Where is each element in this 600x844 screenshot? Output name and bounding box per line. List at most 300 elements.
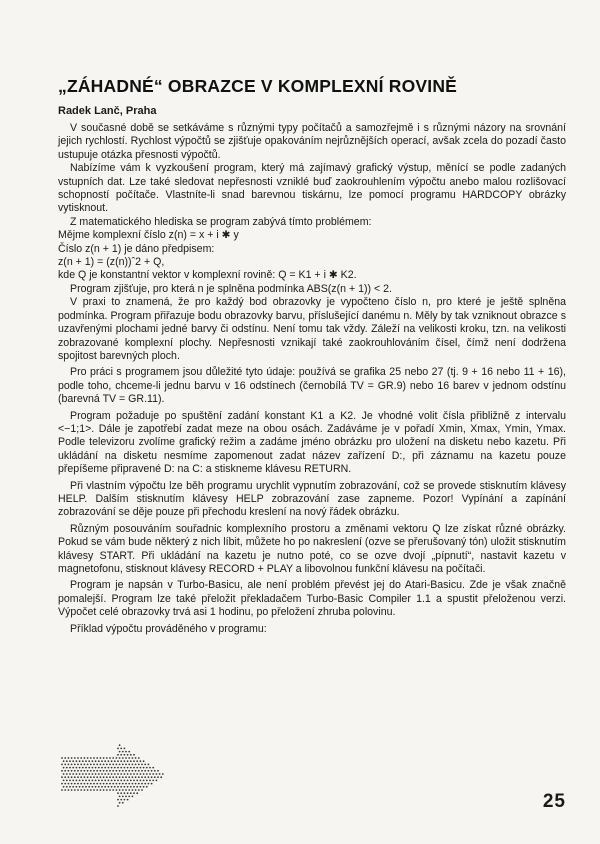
arrow-dot — [106, 764, 108, 766]
arrow-dot — [95, 767, 97, 769]
arrow-dot — [71, 789, 73, 791]
arrow-dot — [117, 748, 119, 750]
article-title: „ZÁHADNÉ“ OBRAZCE V KOMPLEXNÍ ROVINĚ — [58, 76, 458, 96]
arrow-dot — [132, 783, 134, 785]
arrow-dot — [109, 783, 111, 785]
arrow-dot — [79, 767, 81, 769]
arrow-dot — [64, 770, 66, 772]
arrow-dot — [61, 783, 63, 785]
arrow-dot — [90, 789, 92, 791]
arrow-dot — [132, 757, 134, 759]
arrow-dot — [111, 773, 113, 775]
arrow-dot — [98, 786, 100, 788]
arrow-dot — [124, 767, 126, 769]
arrow-dot — [96, 783, 98, 785]
arrow-dot — [146, 786, 148, 788]
arrow-dot — [127, 767, 129, 769]
arrow-dot — [136, 786, 138, 788]
arrow-dot — [103, 770, 105, 772]
arrow-dot — [84, 770, 86, 772]
arrow-dot — [96, 776, 98, 778]
arrow-dot — [98, 767, 100, 769]
arrow-dot — [127, 780, 129, 782]
arrow-dot — [108, 767, 110, 769]
arrow-dot — [149, 780, 151, 782]
arrow-dot — [96, 770, 98, 772]
arrow-dot — [138, 764, 140, 766]
arrow-dot — [93, 776, 95, 778]
arrow-dot — [117, 754, 119, 756]
arrow-dot — [136, 767, 138, 769]
arrow-dot — [117, 780, 119, 782]
arrow-dot — [100, 783, 102, 785]
arrow-dot — [84, 783, 86, 785]
arrow-dot — [109, 757, 111, 759]
arrow-dot — [101, 780, 103, 782]
arrow-dot — [128, 796, 130, 798]
arrow-dot — [135, 789, 137, 791]
arrow-dot — [85, 780, 87, 782]
arrow-dot — [116, 776, 118, 778]
arrow-dot — [77, 783, 79, 785]
arrow-dot — [82, 767, 84, 769]
arrow-dot — [146, 780, 148, 782]
arrow-dot — [93, 757, 95, 759]
arrow-dot — [122, 764, 124, 766]
arrow-dot — [120, 760, 122, 762]
formula-line-2: Číslo z(n + 1) je dáno předpisem: — [58, 242, 215, 255]
arrow-dot — [136, 760, 138, 762]
arrow-dot — [100, 770, 102, 772]
arrow-dot — [116, 783, 118, 785]
arrow-dot — [80, 770, 82, 772]
arrow-dot — [68, 789, 70, 791]
arrow-dot — [154, 776, 156, 778]
arrow-dot — [130, 786, 132, 788]
arrow-dot — [77, 757, 79, 759]
arrow-dot — [63, 780, 65, 782]
arrow-dot — [122, 770, 124, 772]
arrow-dot — [69, 780, 71, 782]
arrow-dot — [125, 776, 127, 778]
arrow-dot — [82, 780, 84, 782]
arrow-dot — [124, 754, 126, 756]
arrow-dot — [125, 789, 127, 791]
arrow-dot — [138, 757, 140, 759]
arrow-dot — [98, 760, 100, 762]
arrow-dot — [109, 776, 111, 778]
arrow-dot — [125, 796, 127, 798]
arrow-dot — [96, 757, 98, 759]
arrow-dot — [133, 780, 135, 782]
arrow-dot — [132, 776, 134, 778]
arrow-dot — [117, 760, 119, 762]
formula-line-1: Mějme komplexní číslo z(n) = x + i ✱ y — [58, 229, 239, 242]
arrow-dot — [61, 770, 63, 772]
arrow-dot — [144, 783, 146, 785]
arrow-dot — [120, 748, 122, 750]
arrow-dot — [76, 773, 78, 775]
arrow-dot — [128, 757, 130, 759]
paragraph-example: Příklad výpočtu prováděného v programu: — [70, 622, 267, 635]
arrow-dot — [138, 783, 140, 785]
arrow-dot — [125, 783, 127, 785]
paragraph-condition: Program zjišťuje, pro která n je splněna podmínka ABS(z(n + 1)) < 2. — [70, 282, 392, 295]
arrow-dot — [71, 764, 73, 766]
arrow-dot — [109, 770, 111, 772]
arrow-dot — [119, 744, 121, 746]
arrow-dot — [120, 780, 122, 782]
arrow-dot — [143, 780, 145, 782]
arrow-dot — [88, 786, 90, 788]
arrow-dot — [124, 799, 126, 801]
arrow-dot — [90, 770, 92, 772]
arrow-dot — [66, 780, 68, 782]
arrow-dot — [66, 767, 68, 769]
arrow-dot — [87, 764, 89, 766]
arrow-dot — [146, 773, 148, 775]
arrow-dot — [106, 770, 108, 772]
arrow-dot — [111, 786, 113, 788]
arrow-dot — [63, 773, 65, 775]
arrow-dot — [114, 786, 116, 788]
arrow-dot — [92, 773, 94, 775]
arrow-dot — [66, 786, 68, 788]
paragraph-input: Program požaduje po spuštění zadání konstant K1 a K2. Je vhodné volit čísla přibližně z intervalu <−1;1>. Dále je zapotřebí zadat meze na obou osách. Zadáváme je v pořadí Xmin, Xmax, Ymin, Ymax. Podle televizoru zvolíme grafický režim a zadáme jméno obrázku pro uložení na disketu nebo kazetu. Při ukládání na disketu nesmíme zapomenout zadat název zařízení D:, při záznamu na kazetu pouze přepíšeme připravené D: na C: a stiskneme klávesu RETURN. — [58, 409, 566, 476]
arrow-dot — [92, 760, 94, 762]
arrow-dot — [72, 773, 74, 775]
arrow-dot — [98, 773, 100, 775]
arrow-dot — [157, 776, 159, 778]
arrow-dot — [109, 789, 111, 791]
arrow-dot — [100, 789, 102, 791]
article — [58, 76, 566, 636]
arrow-dot — [143, 786, 145, 788]
arrow-dot — [141, 776, 143, 778]
arrow-dot — [148, 770, 150, 772]
arrow-dot — [71, 770, 73, 772]
arrow-dot — [80, 783, 82, 785]
arrow-dot — [120, 773, 122, 775]
arrow-dot — [141, 770, 143, 772]
arrow-dot — [106, 783, 108, 785]
arrow-dot — [95, 780, 97, 782]
arrow-dot — [157, 770, 159, 772]
arrow-dot — [151, 770, 153, 772]
arrow-dot — [101, 760, 103, 762]
arrow-dot — [100, 776, 102, 778]
arrow-dot — [119, 757, 121, 759]
arrow-dot — [104, 786, 106, 788]
arrow-dot — [119, 802, 121, 804]
arrow-dot — [76, 780, 78, 782]
arrow-dot — [119, 789, 121, 791]
arrow-dot — [152, 780, 154, 782]
arrow-dot — [112, 764, 114, 766]
arrow-dot — [74, 770, 76, 772]
arrow-dot — [128, 776, 130, 778]
arrow-dot — [117, 767, 119, 769]
arrow-dot — [80, 764, 82, 766]
arrow-dot — [122, 783, 124, 785]
arrow-dot — [77, 776, 79, 778]
arrow-dot — [111, 760, 113, 762]
arrow-dot — [104, 780, 106, 782]
arrow-dot — [122, 789, 124, 791]
arrow-dot — [124, 760, 126, 762]
arrow-dot — [119, 783, 121, 785]
arrow-dot — [87, 757, 89, 759]
arrow-dot — [124, 786, 126, 788]
arrow-dot — [117, 799, 119, 801]
arrow-dot — [63, 786, 65, 788]
arrow-dot — [64, 757, 66, 759]
arrow-dot — [68, 757, 70, 759]
arrow-dot — [112, 757, 114, 759]
arrow-dot — [100, 764, 102, 766]
arrow-dot — [151, 783, 153, 785]
arrow-dot — [84, 757, 86, 759]
arrow-dot — [120, 792, 122, 794]
arrow-dot — [124, 748, 126, 750]
arrow-dot — [79, 780, 81, 782]
arrow-dot — [128, 789, 130, 791]
arrow-dot — [64, 789, 66, 791]
arrow-dot — [120, 799, 122, 801]
arrow-dot — [130, 767, 132, 769]
arrow-dot — [69, 786, 71, 788]
paragraph-program: Nabízíme vám k vyzkoušení program, který má zajímavý grafický výstup, měnící se podle zadaných vstupních dat. Lze také sledovat nepřesnosti vzniklé buď zaokrouhlením výpočtu anebo malou rozlišovací schopností počítače. Vlastníte-li snad barevnou tiskárnu, lze pomocí programu HARDCOPY obrázky vytisknout. — [58, 162, 566, 215]
arrow-dot — [117, 786, 119, 788]
arrow-dot — [116, 789, 118, 791]
arrow-dot — [84, 764, 86, 766]
arrow-dot — [93, 764, 95, 766]
arrow-dot — [69, 767, 71, 769]
arrow-dot — [80, 757, 82, 759]
arrow-dot — [138, 776, 140, 778]
arrow-dot — [85, 773, 87, 775]
arrow-dot — [74, 789, 76, 791]
arrow-dot — [74, 783, 76, 785]
arrow-dot — [68, 764, 70, 766]
arrow-dot — [125, 764, 127, 766]
arrow-dot — [96, 764, 98, 766]
arrow-dot — [90, 764, 92, 766]
arrow-dot — [122, 796, 124, 798]
arrow-dot — [71, 783, 73, 785]
arrow-dot — [111, 780, 113, 782]
arrow-dot — [128, 783, 130, 785]
arrow-dot — [108, 786, 110, 788]
arrow-dot — [101, 767, 103, 769]
arrow-dot — [127, 754, 129, 756]
arrow-dot — [120, 786, 122, 788]
arrow-dot — [154, 770, 156, 772]
article-body — [58, 122, 566, 636]
paragraph-graphics: Pro práci s programem jsou důležité tyto údaje: používá se grafika 25 nebo 27 (tj. 9 + 16 nebo 11 + 16), podle toho, chceme-li jednu barvu v 16 odstínech (černobílá TV = GR.9) nebo 16 barev v jednom odstínu (barevná TV = GR.11). — [58, 366, 566, 406]
arrow-dot — [119, 764, 121, 766]
arrow-dot — [116, 757, 118, 759]
arrow-dot — [106, 789, 108, 791]
arrow-dot — [84, 789, 86, 791]
article-author: Radek Lanč, Praha — [58, 105, 157, 117]
arrow-dot — [72, 767, 74, 769]
arrow-dot — [77, 770, 79, 772]
arrow-dot — [140, 780, 142, 782]
arrow-dot — [138, 770, 140, 772]
arrow-dot — [85, 767, 87, 769]
arrow-dot — [117, 773, 119, 775]
arrow-dot — [66, 773, 68, 775]
arrow-dot — [104, 760, 106, 762]
arrow-dot — [108, 773, 110, 775]
arrow-dot — [112, 789, 114, 791]
formula-line-4: kde Q je konstantní vektor v komplexní rovině: Q = K1 + i ✱ K2. — [58, 269, 357, 282]
arrow-dot — [127, 760, 129, 762]
arrow-dot — [61, 776, 63, 778]
arrow-dot — [144, 776, 146, 778]
arrow-dot — [85, 786, 87, 788]
arrow-dot — [71, 757, 73, 759]
arrow-dot — [135, 764, 137, 766]
arrow-dot — [93, 789, 95, 791]
arrow-dot — [72, 780, 74, 782]
arrow-dot — [93, 783, 95, 785]
arrow-dot — [114, 760, 116, 762]
arrow-dot — [127, 799, 129, 801]
arrow-dot — [132, 764, 134, 766]
arrow-dot — [68, 783, 70, 785]
arrow-dot — [133, 773, 135, 775]
arrow-dot — [148, 764, 150, 766]
arrow-dot — [160, 776, 162, 778]
arrow-dot — [144, 764, 146, 766]
arrow-dot — [138, 789, 140, 791]
arrow-dot — [122, 757, 124, 759]
arrow-dot — [162, 773, 164, 775]
arrow-dot — [132, 796, 134, 798]
arrow-dot — [130, 754, 132, 756]
arrow-dot — [76, 760, 78, 762]
arrow-dot — [74, 757, 76, 759]
arrow-dot — [119, 770, 121, 772]
arrow-dot — [69, 773, 71, 775]
arrow-dot — [76, 786, 78, 788]
arrow-dot — [133, 792, 135, 794]
arrow-dot — [95, 773, 97, 775]
arrow-dot — [133, 786, 135, 788]
arrow-dot — [77, 789, 79, 791]
arrow-dot — [88, 780, 90, 782]
arrow-dot — [124, 792, 126, 794]
arrow-dot — [130, 760, 132, 762]
dotted-arrow-icon — [60, 740, 170, 810]
arrow-dot — [79, 760, 81, 762]
arrow-dot — [143, 767, 145, 769]
arrow-dot — [114, 773, 116, 775]
arrow-dot — [61, 789, 63, 791]
arrow-dot — [85, 760, 87, 762]
arrow-dot — [76, 767, 78, 769]
arrow-dot — [103, 776, 105, 778]
arrow-dot — [156, 780, 158, 782]
arrow-dot — [149, 773, 151, 775]
arrow-dot — [116, 764, 118, 766]
arrow-dot — [101, 773, 103, 775]
arrow-dot — [116, 770, 118, 772]
arrow-dot — [79, 786, 81, 788]
arrow-dot — [108, 780, 110, 782]
arrow-dot — [127, 792, 129, 794]
page-number: 25 — [542, 791, 566, 812]
arrow-dot — [132, 789, 134, 791]
arrow-dot — [63, 760, 65, 762]
arrow-dot — [111, 767, 113, 769]
arrow-dot — [125, 751, 127, 753]
arrow-dot — [98, 780, 100, 782]
arrow-dot — [140, 767, 142, 769]
arrow-dot — [90, 757, 92, 759]
arrow-dot — [141, 789, 143, 791]
arrow-dot — [88, 767, 90, 769]
paragraph-problem: Z matematického hlediska se program zabývá tímto problémem: — [70, 215, 372, 228]
paragraph-images: Různým posouváním souřadnic komplexního prostoru a změnami vektoru Q lze získat různé obrázky. Pokud se vám bude některý z nich líbit, můžete ho po nakreslení (ozve se přerušovaný tón) uložit stisknutím klávesy START. Při ukládání na kazetu je nutno poté, co se ozve dvojí „pípnutí“, nastavit kazetu v magnetofonu, stisknout klávesy RECORD + PLAY a libovolnou funkční klávesu na počítači. — [58, 522, 566, 575]
formula-line-3: z(n + 1) = (z(n))ˆ2 + Q, — [58, 256, 165, 269]
arrow-dot — [152, 773, 154, 775]
arrow-dot — [132, 770, 134, 772]
arrow-dot — [135, 770, 137, 772]
arrow-dot — [68, 770, 70, 772]
arrow-dot — [130, 773, 132, 775]
arrow-dot — [114, 780, 116, 782]
arrow-dot — [117, 792, 119, 794]
arrow-dot — [128, 751, 130, 753]
arrow-dot — [119, 796, 121, 798]
arrow-dot — [114, 767, 116, 769]
arrow-dot — [77, 764, 79, 766]
arrow-dot — [103, 783, 105, 785]
arrow-dot — [88, 773, 90, 775]
arrow-dot — [119, 751, 121, 753]
arrow-dot — [90, 776, 92, 778]
arrow-dot — [159, 773, 161, 775]
arrow-dot — [104, 773, 106, 775]
arrow-dot — [92, 786, 94, 788]
arrow-dot — [135, 757, 137, 759]
arrow-dot — [84, 776, 86, 778]
arrow-dot — [106, 776, 108, 778]
arrow-dot — [103, 757, 105, 759]
arrow-dot — [108, 760, 110, 762]
arrow-dot — [141, 764, 143, 766]
arrow-dot — [133, 760, 135, 762]
arrow-dot — [87, 776, 89, 778]
arrow-dot — [92, 767, 94, 769]
arrow-dot — [104, 767, 106, 769]
arrow-dot — [141, 783, 143, 785]
arrow-dot — [95, 786, 97, 788]
arrow-dot — [127, 773, 129, 775]
arrow-dot — [112, 770, 114, 772]
arrow-dot — [63, 767, 65, 769]
arrow-dot — [103, 789, 105, 791]
arrow-dot — [133, 754, 135, 756]
arrow-dot — [101, 786, 103, 788]
arrow-dot — [148, 783, 150, 785]
arrow-dot — [144, 770, 146, 772]
arrow-dot — [143, 760, 145, 762]
arrow-dot — [117, 805, 119, 807]
